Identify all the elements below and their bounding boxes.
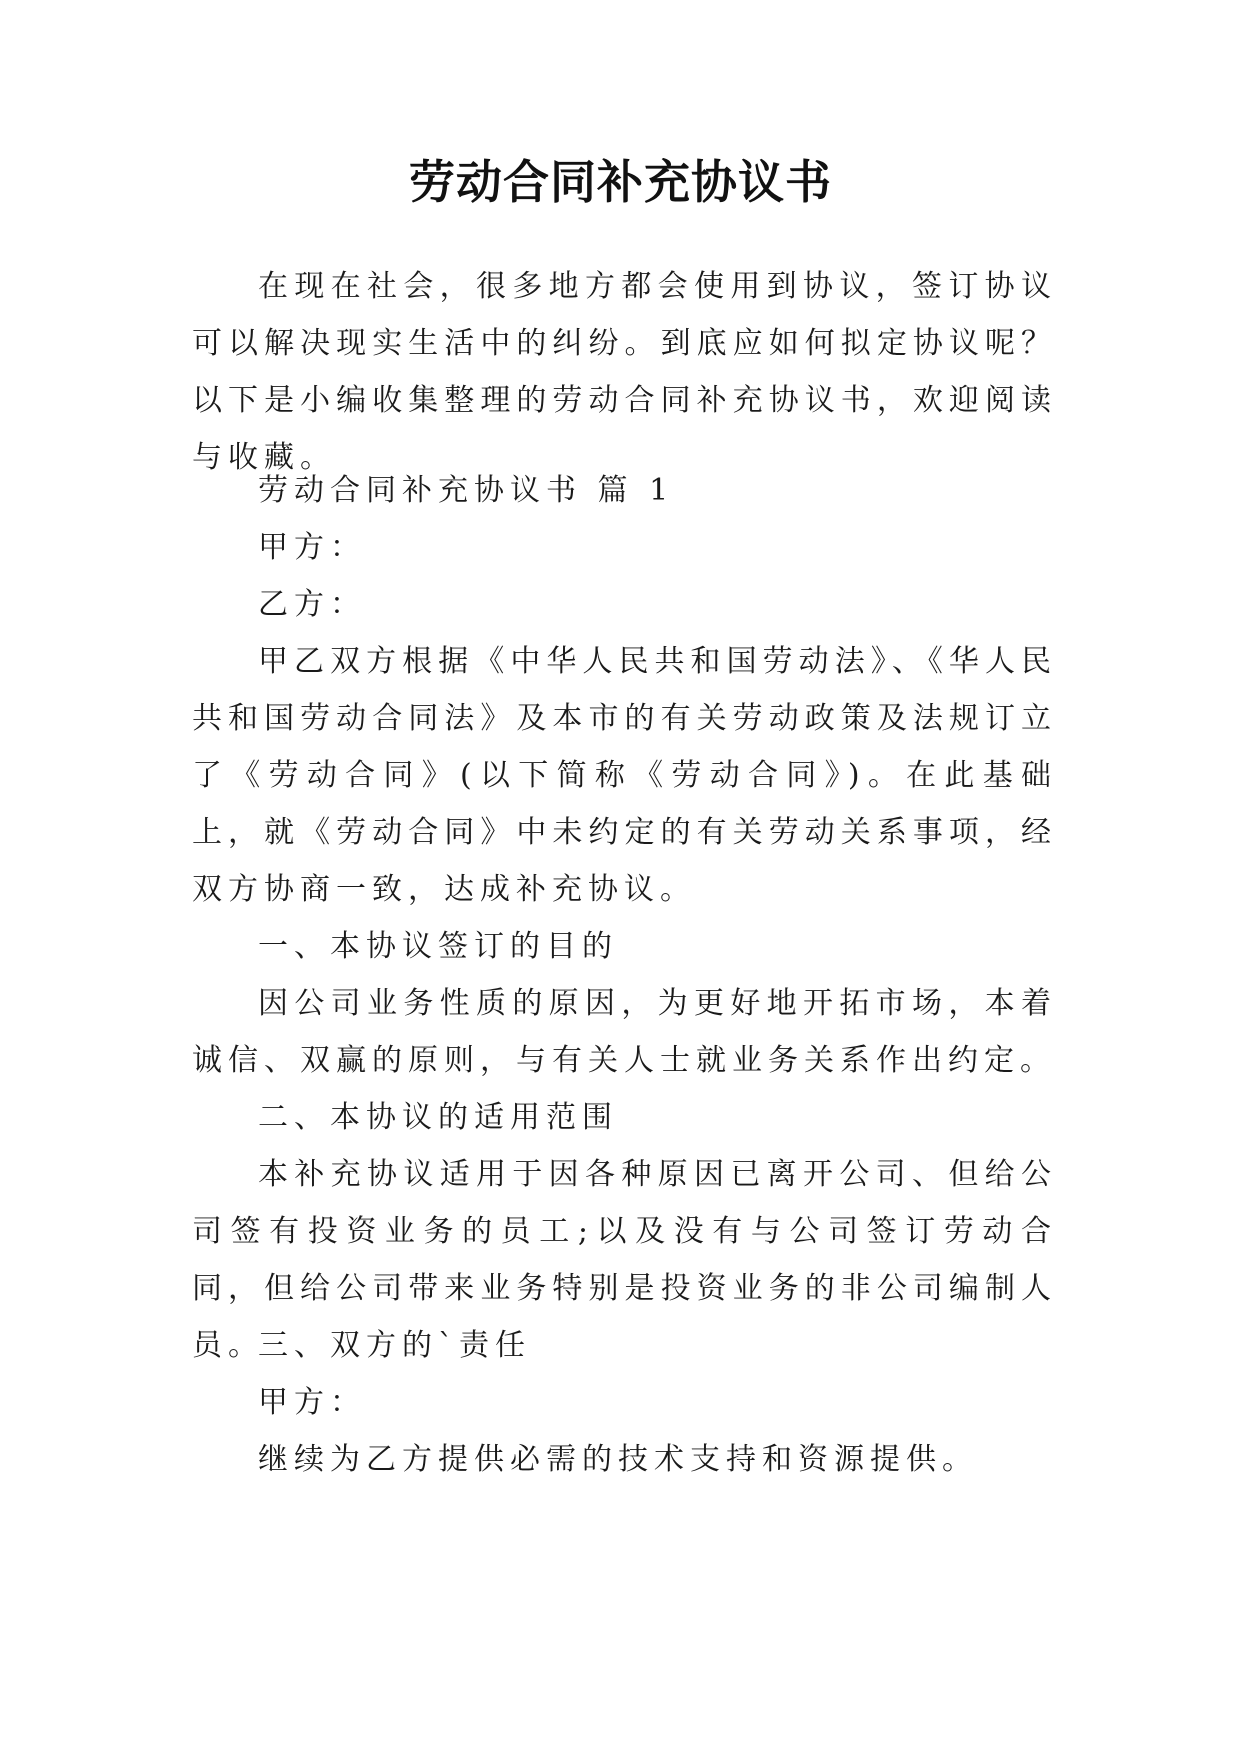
clause-2-heading: 二、本协议的适用范围 [258,1100,618,1135]
clause-1-text: 因公司业务性质的原因，为更好地开拓市场，本着诚信、双赢的原则，与有关人士就业务关系作出约定。 [192,986,1057,1078]
clause-3-party-a-text: 继续为乙方提供必需的技术支持和资源提供。 [258,1442,978,1477]
section-heading: 劳动合同补充协议书 篇 1 [258,473,675,508]
party-a-label: 甲方： [258,530,366,565]
clause-1-heading: 一、本协议签订的目的 [258,929,618,964]
clause-3-party-a-label: 甲方： [258,1385,366,1420]
intro-paragraph: 在现在社会，很多地方都会使用到协议，签订协议可以解决现实生活中的纠纷。到底应如何拟定协议呢？以下是小编收集整理的劳动合同补充协议书，欢迎阅读与收藏。 [192,269,1057,475]
document-title: 劳动合同补充协议书 [409,155,832,209]
party-b-label: 乙方： [258,587,366,622]
preamble-paragraph: 甲乙双方根据《中华人民共和国劳动法》、《华人民共和国劳动合同法》及本市的有关劳动政策及法规订立了《劳动合同》(以下简称《劳动合同》)。在此基础上，就《劳动合同》中未约定的有关劳动关系事项，经双方协商一致，达成补充协议。 [192,644,1057,907]
clause-3-heading: 三、双方的`责任 [258,1328,531,1363]
clause-2-text: 本补充协议适用于因各种原因已离开公司、但给公司签有投资业务的员工;以及没有与公司签订劳动合同，但给公司带来业务特别是投资业务的非公司编制人员。 [192,1157,1057,1363]
